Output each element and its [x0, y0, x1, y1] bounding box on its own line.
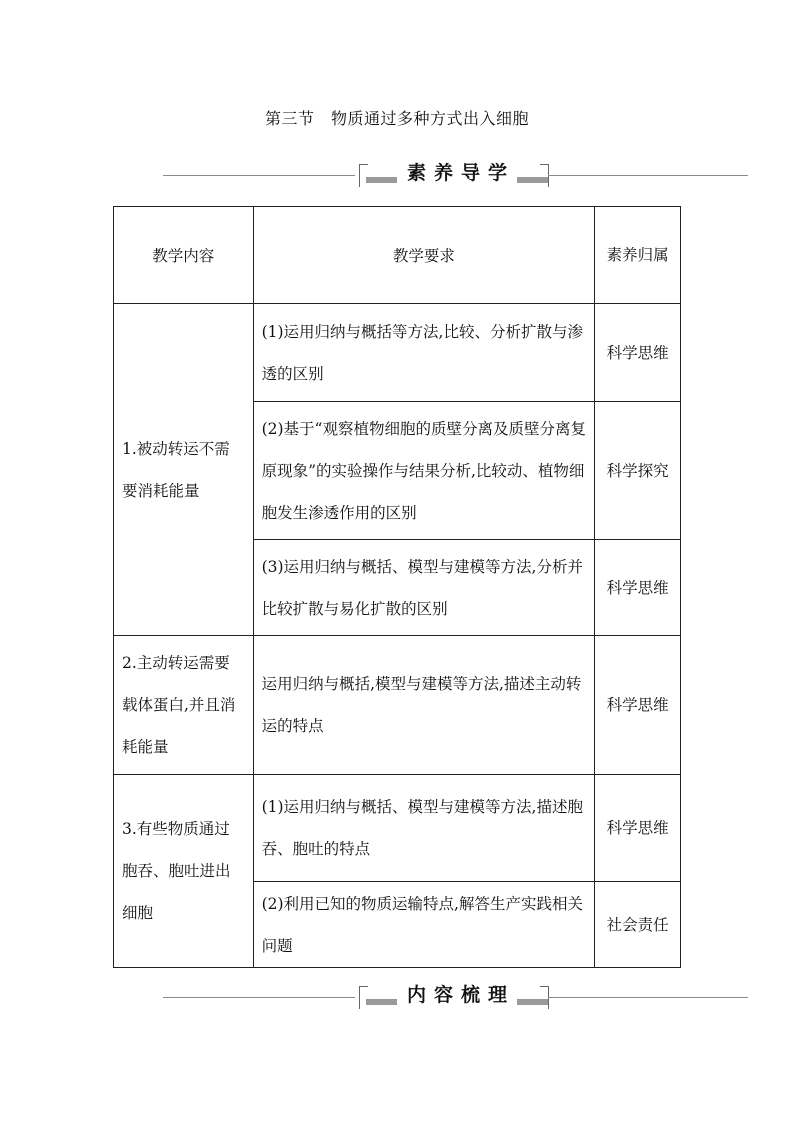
table-header-row [114, 207, 681, 304]
literacy-cell: 社会责任 [595, 882, 681, 968]
requirement-cell: (1)运用归纳与概括等方法,比较、分析扩散与渗透的区别 [253, 304, 595, 402]
content-cell: 3.有些物质通过胞吞、胞吐进出细胞 [114, 775, 254, 968]
literacy-cell: 科学思维 [595, 540, 681, 636]
table-row [114, 636, 681, 775]
teaching-requirements-table [113, 206, 681, 968]
literacy-cell: 科学思维 [595, 636, 681, 775]
table-row [114, 304, 681, 402]
header-cell: 素养归属 [595, 207, 681, 304]
header-cell: 教学要求 [253, 207, 595, 304]
table-row [114, 775, 681, 882]
section-banner-literacy [163, 164, 748, 188]
literacy-cell: 科学探究 [595, 402, 681, 540]
content-cell: 1.被动转运不需要消耗能量 [114, 304, 254, 636]
section-title: 第三节 物质通过多种方式出入细胞 [264, 109, 529, 128]
header-cell: 教学内容 [114, 207, 254, 304]
requirement-cell: 运用归纳与概括,模型与建模等方法,描述主动转运的特点 [253, 636, 595, 775]
content-cell: 2.主动转运需要载体蛋白,并且消耗能量 [114, 636, 254, 775]
requirement-cell: (1)运用归纳与概括、模型与建模等方法,描述胞吞、胞吐的特点 [253, 775, 595, 882]
requirement-cell: (2)基于“观察植物细胞的质壁分离及质壁分离复原现象”的实验操作与结果分析,比较动、植物细胞发生渗透作用的区别 [253, 402, 595, 540]
requirement-cell: (2)利用已知的物质运输特点,解答生产实践相关问题 [253, 882, 595, 968]
banner-label: 素养导学 [397, 162, 517, 184]
literacy-cell: 科学思维 [595, 775, 681, 882]
banner-label: 内容梳理 [397, 984, 517, 1006]
literacy-cell: 科学思维 [595, 304, 681, 402]
section-banner-content [163, 986, 748, 1010]
requirement-cell: (3)运用归纳与概括、模型与建模等方法,分析并比较扩散与易化扩散的区别 [253, 540, 595, 636]
